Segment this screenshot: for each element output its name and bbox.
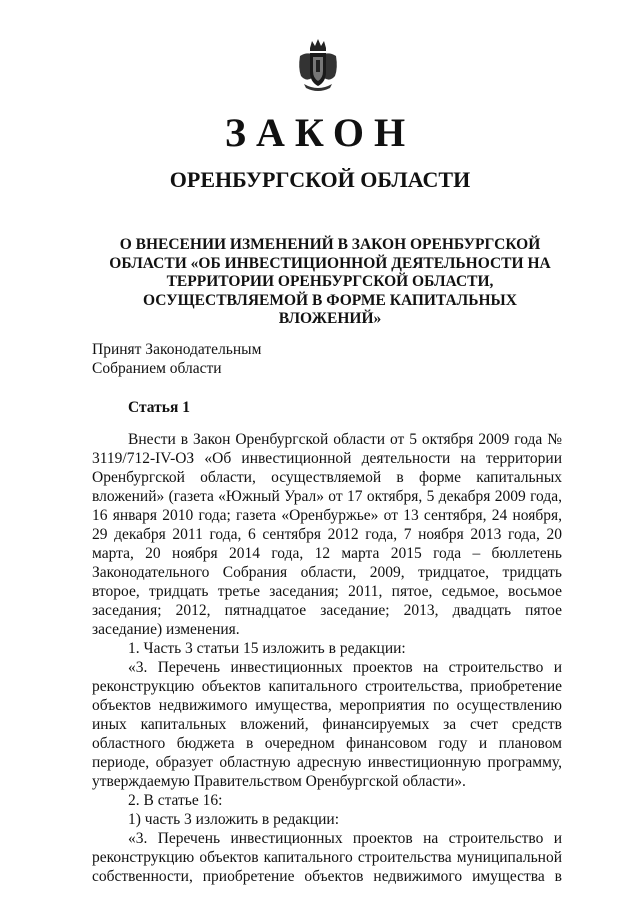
- article-body: [92, 430, 562, 886]
- document-subtitle: ОРЕНБУРГСКОЙ ОБЛАСТИ: [169, 167, 471, 192]
- article-paragraph: «3. Перечень инвестиционных проектов на строительство и реконструкцию объектов капитального строительства, приобретение объектов недвижимого имущества, мероприятия по осуществлению иных капитальных вложений, финансируемых за счет средств областного бюджета в очередном финансовом году и плановом периоде, образует областную адресную инвестиционную программу, утверждаемую Правительством Оренбургской области».: [92, 659, 562, 790]
- article-paragraph: Внести в Закон Оренбургской области от 5 октября 2009 года № 3119/712-IV-ОЗ «Об инвестиционной деятельности на территории Оренбургской области, осуществляемой в форме капитальных вложений» (газета «Южный Урал» от 17 октября, 5 декабря 2009 года, 16 января 2010 года; газета «Оренбуржье» от 13 сентября, 24 ноября, 29 декабря 2011 года, 6 сентября 2012 года, 7 ноября 2013 года, 20 марта, 20 ноября 2014 года, 12 марта 2015 года – бюллетень Законодательного Собрания области, 2009, тридцатое, тридцать второе, тридцать третье заседания; 2011, пятое, седьмое, восьмое заседания; 2012, пятнадцатое заседание; 2013, двадцать пятое заседание) изменения.: [92, 431, 562, 638]
- article-paragraph: 1) часть 3 изложить в редакции:: [128, 811, 340, 828]
- article-paragraph: 1. Часть 3 статьи 15 изложить в редакции:: [128, 640, 406, 657]
- adoption-line-1: Принят Законодательным: [92, 341, 262, 358]
- article-paragraph: 2. В статье 16:: [128, 792, 223, 809]
- adoption-note: [92, 340, 261, 378]
- article-title: Статья 1: [128, 399, 190, 416]
- coat-of-arms-icon: [296, 38, 340, 92]
- law-heading: О ВНЕСЕНИИ ИЗМЕНЕНИЙ В ЗАКОН ОРЕНБУРГСКОЙ ОБЛАСТИ «ОБ ИНВЕСТИЦИОННОЙ ДЕЯТЕЛЬНОСТИ НА ТЕРРИТОРИИ ОРЕНБУРГСКОЙ ОБЛАСТИ, ОСУЩЕСТВЛЯЕМОЙ В ФОРМЕ КАПИТАЛЬНЫХ ВЛОЖЕНИЙ»: [109, 236, 551, 327]
- document-title: ЗАКОН: [224, 110, 416, 155]
- adoption-line-2: Собранием области: [92, 360, 222, 377]
- article-paragraph: «3. Перечень инвестиционных проектов на строительство и реконструкцию объектов капитального строительства муниципальной собственности, приобретение объектов недвижимого имущества в: [92, 830, 562, 885]
